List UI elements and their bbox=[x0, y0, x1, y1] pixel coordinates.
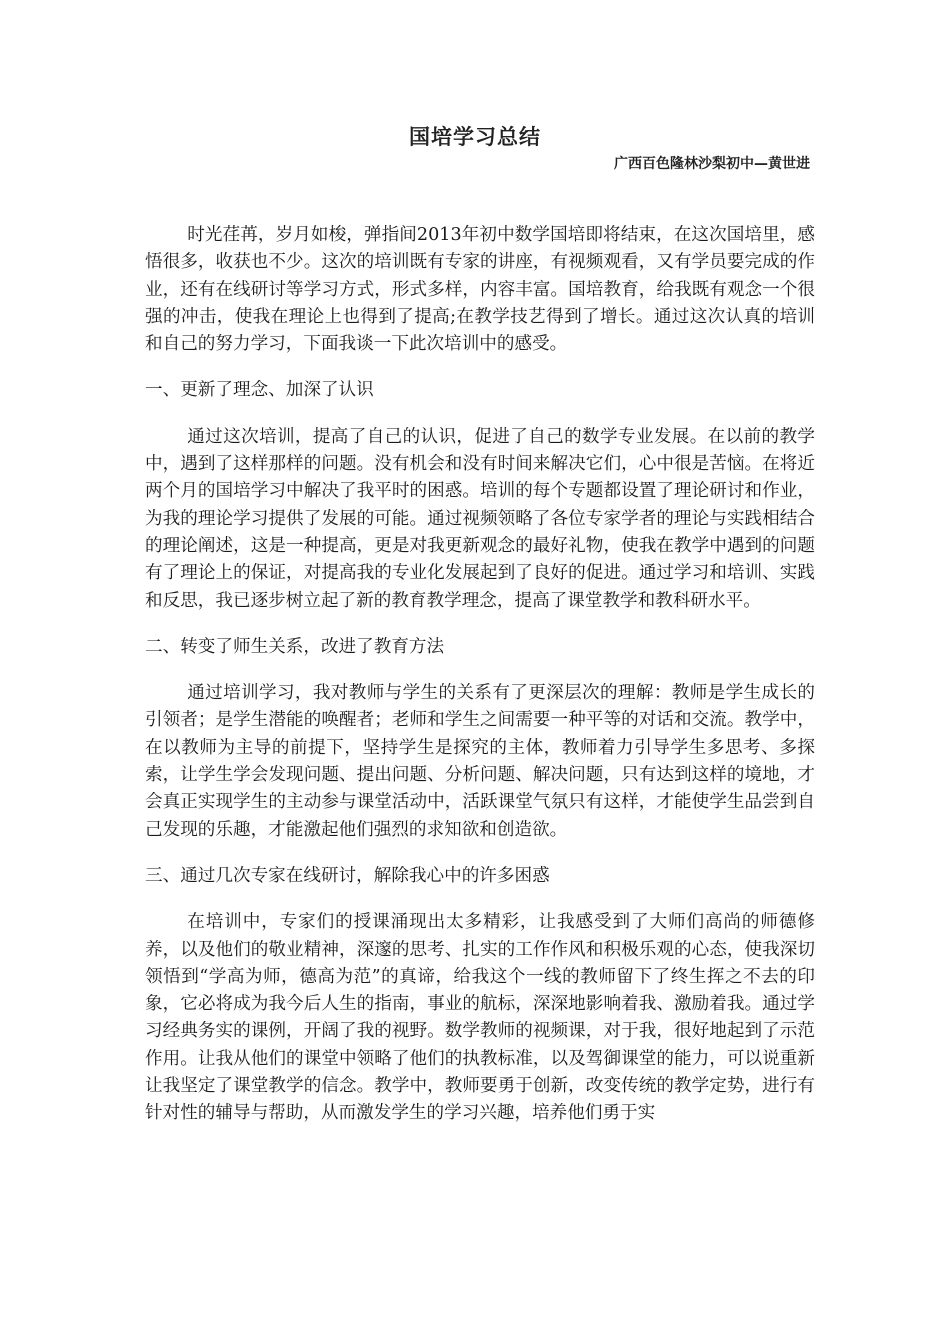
section-heading-2: 二、转变了师生关系，改进了教育方法 bbox=[145, 636, 445, 657]
author-line: 广西百色隆林沙梨初中—黄世进 bbox=[614, 156, 810, 172]
section-heading-1: 一、更新了理念、加深了认识 bbox=[145, 380, 374, 401]
document-title: 国培学习总结 bbox=[409, 125, 541, 149]
document-body bbox=[145, 222, 815, 1128]
section-paragraph-2: 通过培训学习，我对教师与学生的关系有了更深层次的理解：教师是学生成长的引领者；是学生潜能的唤醒者；老师和学生之间需要一种平等的对话和交流。教学中，在以教师为主导的前提下，坚持学生是探究的主体，教师着力引导学生多思考、多探索，让学生学会发现问题、提出问题、分析问题、解决问题，只有达到这样的境地，才会真正实现学生的主动参与课堂活动中，活跃课堂气氛只有这样，才能使学生品尝到自己发现的乐趣，才能激起他们强烈的求知欲和创造欲。 bbox=[145, 683, 815, 840]
section-paragraph-3: 在培训中，专家们的授课涌现出太多精彩，让我感受到了大师们高尚的师德修养，以及他们的敬业精神，深邃的思考、扎实的工作作风和积极乐观的心态，使我深切领悟到“学高为师，德高为范”的真谛，给我这个一线的教师留下了终生挥之不去的印象，它必将成为我今后人生的指南，事业的航标，深深地影响着我、激励着我。通过学习经典务实的课例，开阔了我的视野。数学教师的视频课，对于我，很好地起到了示范作用。让我从他们的课堂中领略了他们的执教标准，以及驾御课堂的能力，可以说重新让我坚定了课堂教学的信念。教学中，教师要勇于创新，改变传统的教学定势，进行有针对性的辅导与帮助，从而激发学生的学习兴趣，培养他们勇于实 bbox=[145, 912, 815, 1124]
section-heading-3: 三、通过几次专家在线研讨，解除我心中的许多困惑 bbox=[145, 865, 550, 886]
intro-paragraph: 时光荏苒，岁月如梭，弹指间2013年初中数学国培即将结束，在这次国培里，感悟很多，收获也不少。这次的培训既有专家的讲座，有视频观看，又有学员要完成的作业，还有在线研讨等学习方式，形式多样，内容丰富。国培教育，给我既有观念一个很强的冲击，使我在理论上也得到了提高;在教学技艺得到了增长。通过这次认真的培训和自己的努力学习，下面我谈一下此次培训中的感受。 bbox=[145, 225, 815, 355]
section-paragraph-1: 通过这次培训，提高了自己的认识，促进了自己的数学专业发展。在以前的教学中，遇到了这样那样的问题。没有机会和没有时间来解决它们，心中很是苦恼。在将近两个月的国培学习中解决了我平时的困惑。培训的每个专题都设置了理论研讨和作业，为我的理论学习提供了发展的可能。通过视频领略了各位专家学者的理论与实践相结合的理论阐述，这是一种提高，更是对我更新观念的最好礼物，使我在教学中遇到的问题有了理论上的保证，对提高我的专业化发展起到了良好的促进。通过学习和培训、实践和反思，我已逐步树立起了新的教育教学理念，提高了课堂教学和教科研水平。 bbox=[145, 426, 815, 611]
